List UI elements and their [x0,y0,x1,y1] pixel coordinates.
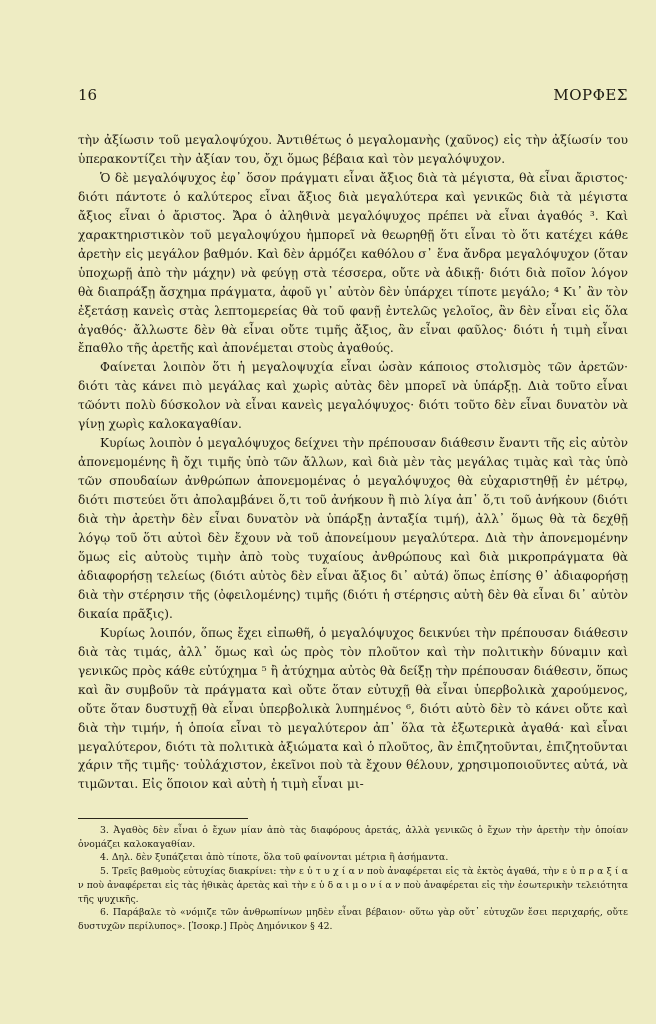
footnote-3: 3. Ἀγαθὸς δὲν εἶναι ὁ ἔχων μίαν ἀπὸ τὰς διαφόρους ἀρετάς, ἀλλὰ γενικῶς ὁ ἔχων τὴν ἀρετὴν τὴν ὁποίαν ὀνομάζει καλοκαγαθίαν. [78,825,628,850]
footnote-4: 4. Δηλ. δὲν ξυπάζεται ἀπὸ τίποτε, ὅλα τοῦ φαίνονται μέτρια ἢ ἀσήμαντα. [100,852,449,864]
running-title: ΜΟΡΦΕΣ [553,86,628,104]
page-number: 16 [78,86,98,104]
paragraph-continuation: τὴν ἀξίωσιν τοῦ μεγαλοψύχου. Ἀντιθέτως ὁ μεγαλομανὴς (χαῦνος) εἰς τὴν ἀξίωσίν του ὑπερακοντίζει τὴν ἀξίαν του, ὄχι ὅμως βέβαια καὶ τὸν μεγαλόψυχον. [78,133,628,166]
paragraph: Ὁ δὲ μεγαλόψυχος ἐφ᾽ ὅσον πράγματι εἶναι ἄξιος διὰ τὰ μέγιστα, θὰ εἶναι ἄριστος· διότι πάντοτε ὁ καλύτερος εἶναι ἄξιος διὰ μεγαλύτερα καὶ γενικῶς διὰ τὰ μέγιστα ἄξιος εἶναι ὁ ἄριστος. Ἄρα ὁ ἀληθινὰ μεγαλόψυχος πρέπει νὰ εἶναι ἀγαθός ³. Καὶ χαρακτηριστικὸν τοῦ μεγαλοψύχου ἠμπορεῖ νὰ θεωρηθῇ ὅτι εἶναι τὸ ὅτι κατέχει κάθε ἀρετὴν εἰς μεγάλον βαθμόν. Καὶ δὲν ἁρμόζει καθόλου σ᾽ ἕνα ἄνδρα μεγαλόψυχον (ὅταν ὑποχωρῇ ἀπὸ τὴν μάχην) νὰ φεύγῃ στὰ τέσσερα, οὔτε νὰ ἀδικῇ· διότι διὰ ποῖον λόγον θὰ διαπράξῃ ἄσχημα πράγματα, ἀφοῦ γι᾽ αὐτὸν δὲν ὑπάρχει τίποτε μεγάλο; ⁴ Κι᾽ ἂν τὸν ἐξετάσῃ κανεὶς στὰς λεπτομερείας θὰ τοῦ φανῇ ἐντελῶς γελοῖος, ἂν δὲν εἶναι εἰς ὅλα ἀγαθός· ἄλλωστε δὲν θὰ εἶναι οὔτε τιμῆς ἄξιος, ἂν εἶναι φαῦλος· διότι ἡ τιμὴ εἶναι ἔπαθλο τῆς ἀρετῆς καὶ ἀπονέμεται στοὺς ἀγαθούς. [78,170,628,356]
footnotes [78,824,628,934]
paragraph: Κυρίως λοιπὸν ὁ μεγαλόψυχος δείχνει τὴν πρέπουσαν διάθεσιν ἔναντι τῆς εἰς αὐτὸν ἀπονεμομένης ἢ ὄχι τιμῆς ὑπὸ τῶν ἄλλων, καὶ διὰ μὲν τὰς μεγάλας τιμὰς καὶ τὰς ὑπὸ τῶν σπουδαίων ἀνθρώπων ἀπονεμομένας ὁ μεγαλόψυχος θὰ εὐχαριστηθῇ ἐν μέτρῳ, διότι πιστεύει ὅτι ἀπολαμβάνει ὅ,τι τοῦ ἀνήκουν ἢ πιὸ λίγα ἀπ᾽ ὅ,τι τοῦ ἀνήκουν (διότι διὰ τὴν ἀρετὴν δὲν εἶναι δυνατὸν νὰ ὑπάρξῃ ἀνταξία τιμή), ἀλλ᾽ ὅμως θὰ τὰ δεχθῇ λόγῳ τοῦ ὅτι αὐτοὶ δὲν ἔχουν νὰ τοῦ ἀπονείμουν μεγαλύτερα. Διὰ τὴν ἀπονεμομένην ὅμως εἰς αὐτοὺς τιμὴν ἀπὸ τοὺς τυχαίους ἀνθρώπους καὶ διὰ μικροπράγματα θὰ ἀδιαφορήσῃ τελείως (διότι αὐτὸς δὲν εἶναι ἄξιος δι᾽ αὐτά) ὅπως ἐπίσης θ᾽ ἀδιαφορήσῃ διὰ τὴν στέρησιν τῆς (ὀφειλομένης) τιμῆς (διότι ἡ στέρησις αὐτὴ δὲν θὰ εἶναι δι᾽ αὐτὸν δικαία πρᾶξις). [78,436,628,621]
footnote-divider [78,818,248,819]
page-header [78,86,628,106]
main-text [78,131,628,794]
footnote-5: 5. Τρεῖς βαθμοὺς εὐτυχίας διακρίνει: τὴν ε ὐ τ υ χ ί α ν ποὺ ἀναφέρεται εἰς τὰ ἐκτὸς ἀγαθά, τὴν ε ὐ π ρ α ξ ί α ν ποὺ ἀναφέρεται εἰς τὰς ἠθικὰς ἀρετὰς καὶ τὴν ε ὐ δ α ι μ ο ν ί α ν ποὺ ἀναφέρεται εἰς τὴν ἐσωτερικὴν τελειότητα τῆς ψυχικῆς. [78,866,628,905]
footnote-6: 6. Παράβαλε τὸ «νόμιζε τῶν ἀνθρωπίνων μηδὲν εἶναι βέβαιον· οὕτω γὰρ οὔτ᾽ εὐτυχῶν ἔσει περιχαρής, οὔτε δυστυχῶν περίλυπος». [Ἰσοκρ.] Πρὸς Δημόνικον § 42. [78,907,628,932]
paragraph: Φαίνεται λοιπὸν ὅτι ἡ μεγαλοψυχία εἶναι ὡσὰν κάποιος στολισμὸς τῶν ἀρετῶν· διότι τὰς κάνει πιὸ μεγάλας καὶ χωρὶς αὐτὰς δὲν μπορεῖ νὰ ὑπάρξῃ. Διὰ τοῦτο εἶναι τῶόντι πολὺ δύσκολον νὰ εἶναι κανεὶς μεγαλόψυχος· διότι τοῦτο δὲν εἶναι δυνατὸν νὰ γίνῃ χωρὶς καλοκαγαθίαν. [78,360,628,432]
paragraph: Κυρίως λοιπόν, ὅπως ἔχει εἰπωθῆ, ὁ μεγαλόψυχος δεικνύει τὴν πρέπουσαν διάθεσιν διὰ τὰς τιμάς, ἀλλ᾽ ὅμως καὶ ὡς πρὸς τὸν πλοῦτον καὶ τὴν πολιτικὴν δύναμιν καὶ γενικῶς πρὸς κάθε εὐτύχημα ⁵ ἢ ἀτύχημα αὐτὸς θὰ δείξῃ τὴν πρέπουσαν διάθεσιν, ὅπως καὶ ἂν συμβοῦν τὰ πράγματα καὶ οὔτε ὅταν εὐτυχῇ θὰ εἶναι ὑπερβολικὰ χαρούμενος, οὔτε ὅταν δυστυχῇ θὰ εἶναι ὑπερβολικὰ λυπημένος ⁶, διότι αὐτὸ δὲν τὸ κάνει οὔτε καὶ διὰ τὴν τιμήν, ἡ ὁποία εἶναι τὸ μεγαλύτερον ἀπ᾽ ὅλα τὰ ἐξωτερικὰ ἀγαθά· καὶ εἶναι μεγαλύτερον, διότι τὰ πολιτικὰ ἀξιώματα καὶ ὁ πλοῦτος, ἂν ἐπιζητοῦνται, ἐπιζητοῦνται χάριν τῆς τιμῆς· τοὐλάχιστον, ἐκεῖνοι ποὺ τὰ ἔχουν θέλουν, χρησιμοποιοῦντες αὐτά, νὰ τιμῶνται. Εἰς ὅποιον καὶ αὐτὴ ἡ τιμὴ εἶναι μι- [78,625,628,792]
